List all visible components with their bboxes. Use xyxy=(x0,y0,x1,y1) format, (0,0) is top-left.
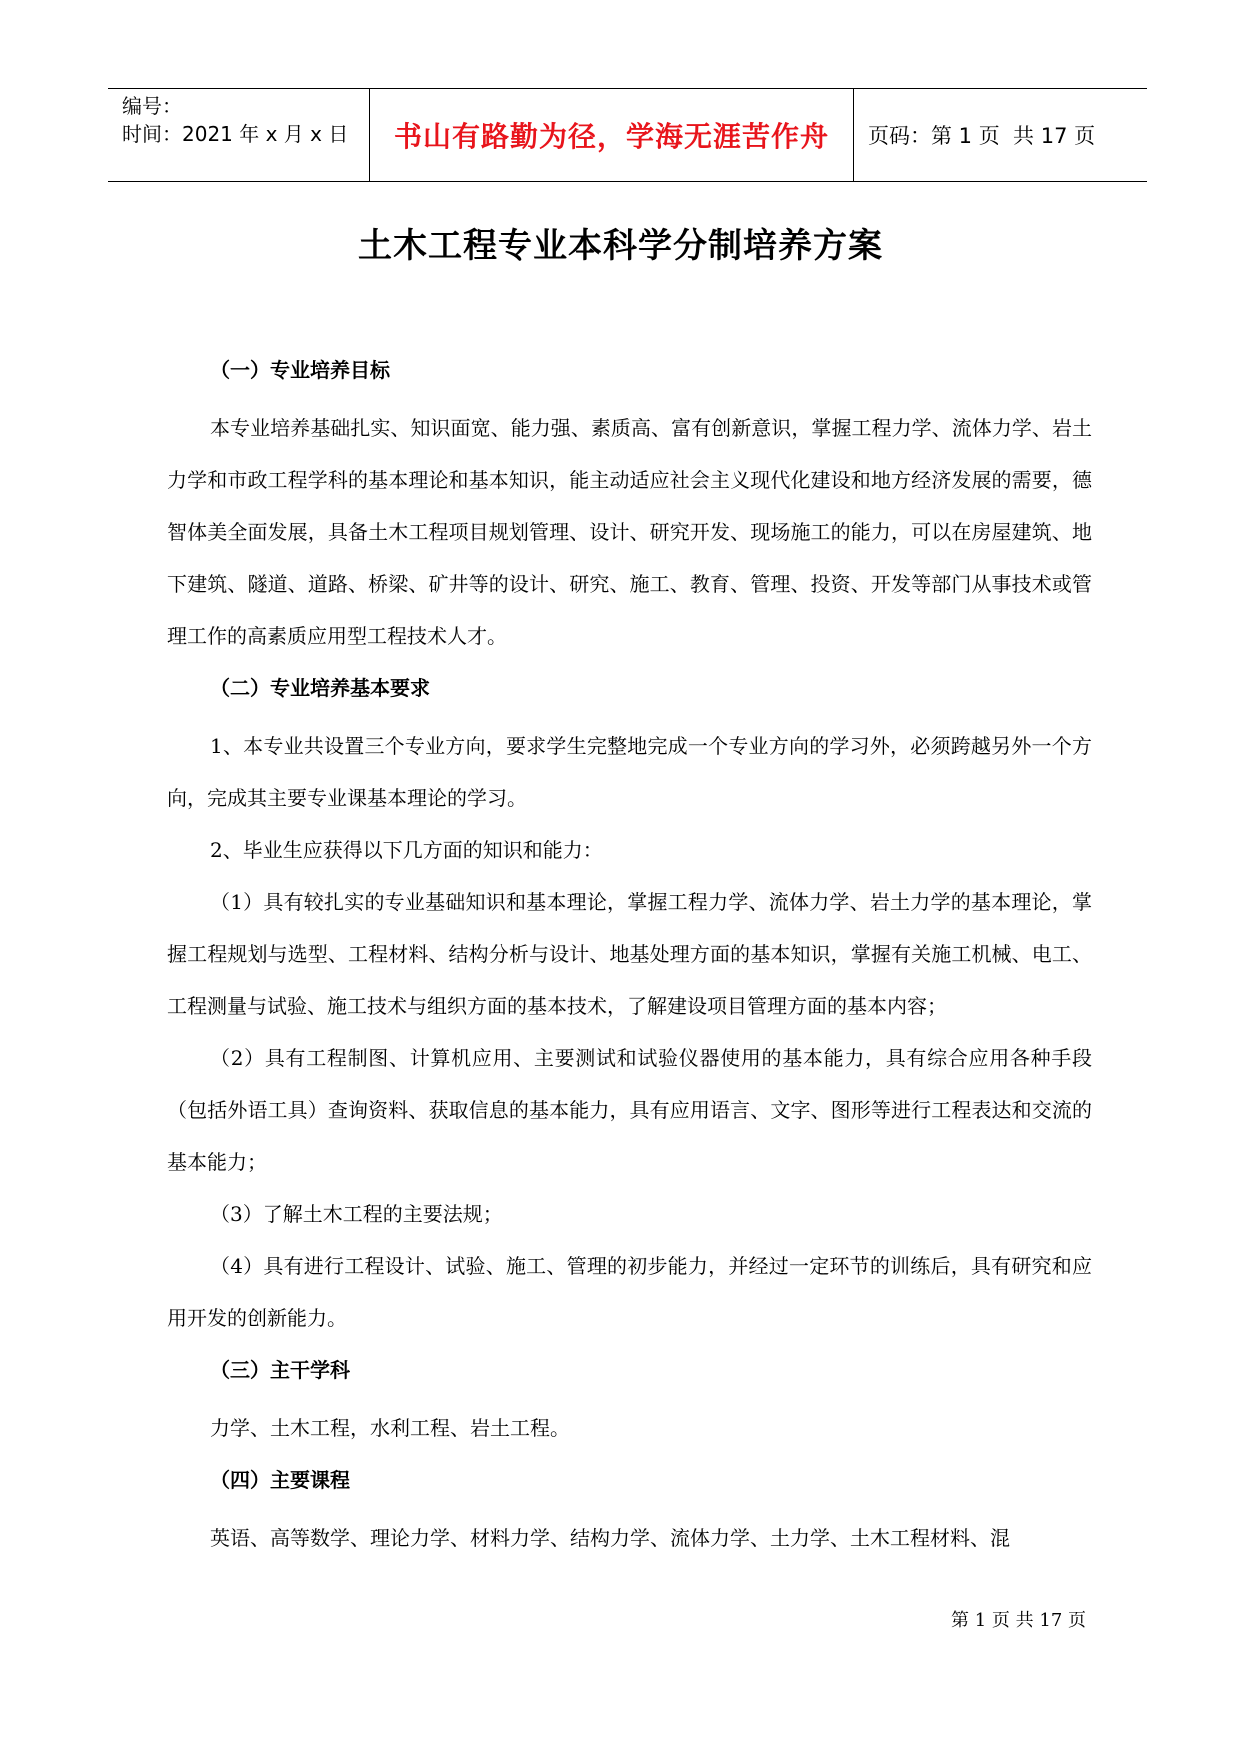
document-body xyxy=(167,350,1092,1564)
section-heading-1: （一）专业培养目标 xyxy=(210,358,390,382)
section-heading-4: （四）主要课程 xyxy=(210,1468,350,1492)
document-header-table xyxy=(108,88,1147,182)
paragraph: 英语、高等数学、理论力学、材料力学、结构力学、流体力学、土力学、土木工程材料、混 xyxy=(210,1526,1010,1550)
section-heading-3: （三）主干学科 xyxy=(210,1358,350,1382)
paragraph: 本专业培养基础扎实、知识面宽、能力强、素质高、富有创新意识，掌握工程力学、流体力学、岩土力学和市政工程学科的基本理论和基本知识，能主动适应社会主义现代化建设和地方经济发展的需要，德智体美全面发展，具备土木工程项目规划管理、设计、研究开发、现场施工的能力，可以在房屋建筑、地下建筑、隧道、道路、桥梁、矿井等的设计、研究、施工、教育、管理、投资、开发等部门从事技术或管理工作的高素质应用型工程技术人才。 xyxy=(167,416,1092,648)
paragraph: （1）具有较扎实的专业基础知识和基本理论，掌握工程力学、流体力学、岩土力学的基本理论，掌握工程规划与选型、工程材料、结构分析与设计、地基处理方面的基本知识，掌握有关施工机械、电工、工程测量与试验、施工技术与组织方面的基本技术，了解建设项目管理方面的基本内容； xyxy=(167,890,1092,1018)
section-heading-2: （二）专业培养基本要求 xyxy=(210,676,430,700)
paragraph: 1、本专业共设置三个专业方向，要求学生完整地完成一个专业方向的学习外，必须跨越另外一个方向，完成其主要专业课基本理论的学习。 xyxy=(167,734,1092,810)
header-page-label: 页码：第 1 页 共 17 页 xyxy=(868,124,1096,148)
page-footer: 第 1 页 共 17 页 xyxy=(951,1610,1086,1631)
paragraph: （4）具有进行工程设计、试验、施工、管理的初步能力，并经过一定环节的训练后，具有研究和应用开发的创新能力。 xyxy=(167,1254,1092,1330)
paragraph: （2）具有工程制图、计算机应用、主要测试和试验仪器使用的基本能力，具有综合应用各种手段（包括外语工具）查询资料、获取信息的基本能力，具有应用语言、文字、图形等进行工程表达和交流的基本能力； xyxy=(167,1046,1092,1174)
header-meta-cell xyxy=(108,89,370,181)
time-label: 时间：2021 年 x 月 x 日 xyxy=(122,122,349,146)
document-title: 土木工程专业本科学分制培养方案 xyxy=(358,226,883,266)
header-motto-cell xyxy=(370,89,854,181)
paragraph: （3）了解土木工程的主要法规； xyxy=(210,1202,503,1226)
paragraph: 力学、土木工程，水利工程、岩土工程。 xyxy=(210,1416,570,1440)
paragraph: 2、毕业生应获得以下几方面的知识和能力： xyxy=(210,838,603,862)
number-label: 编号： xyxy=(122,94,182,118)
motto-text: 书山有路勤为径，学海无涯苦作舟 xyxy=(393,120,829,153)
header-page-cell xyxy=(854,89,1147,181)
